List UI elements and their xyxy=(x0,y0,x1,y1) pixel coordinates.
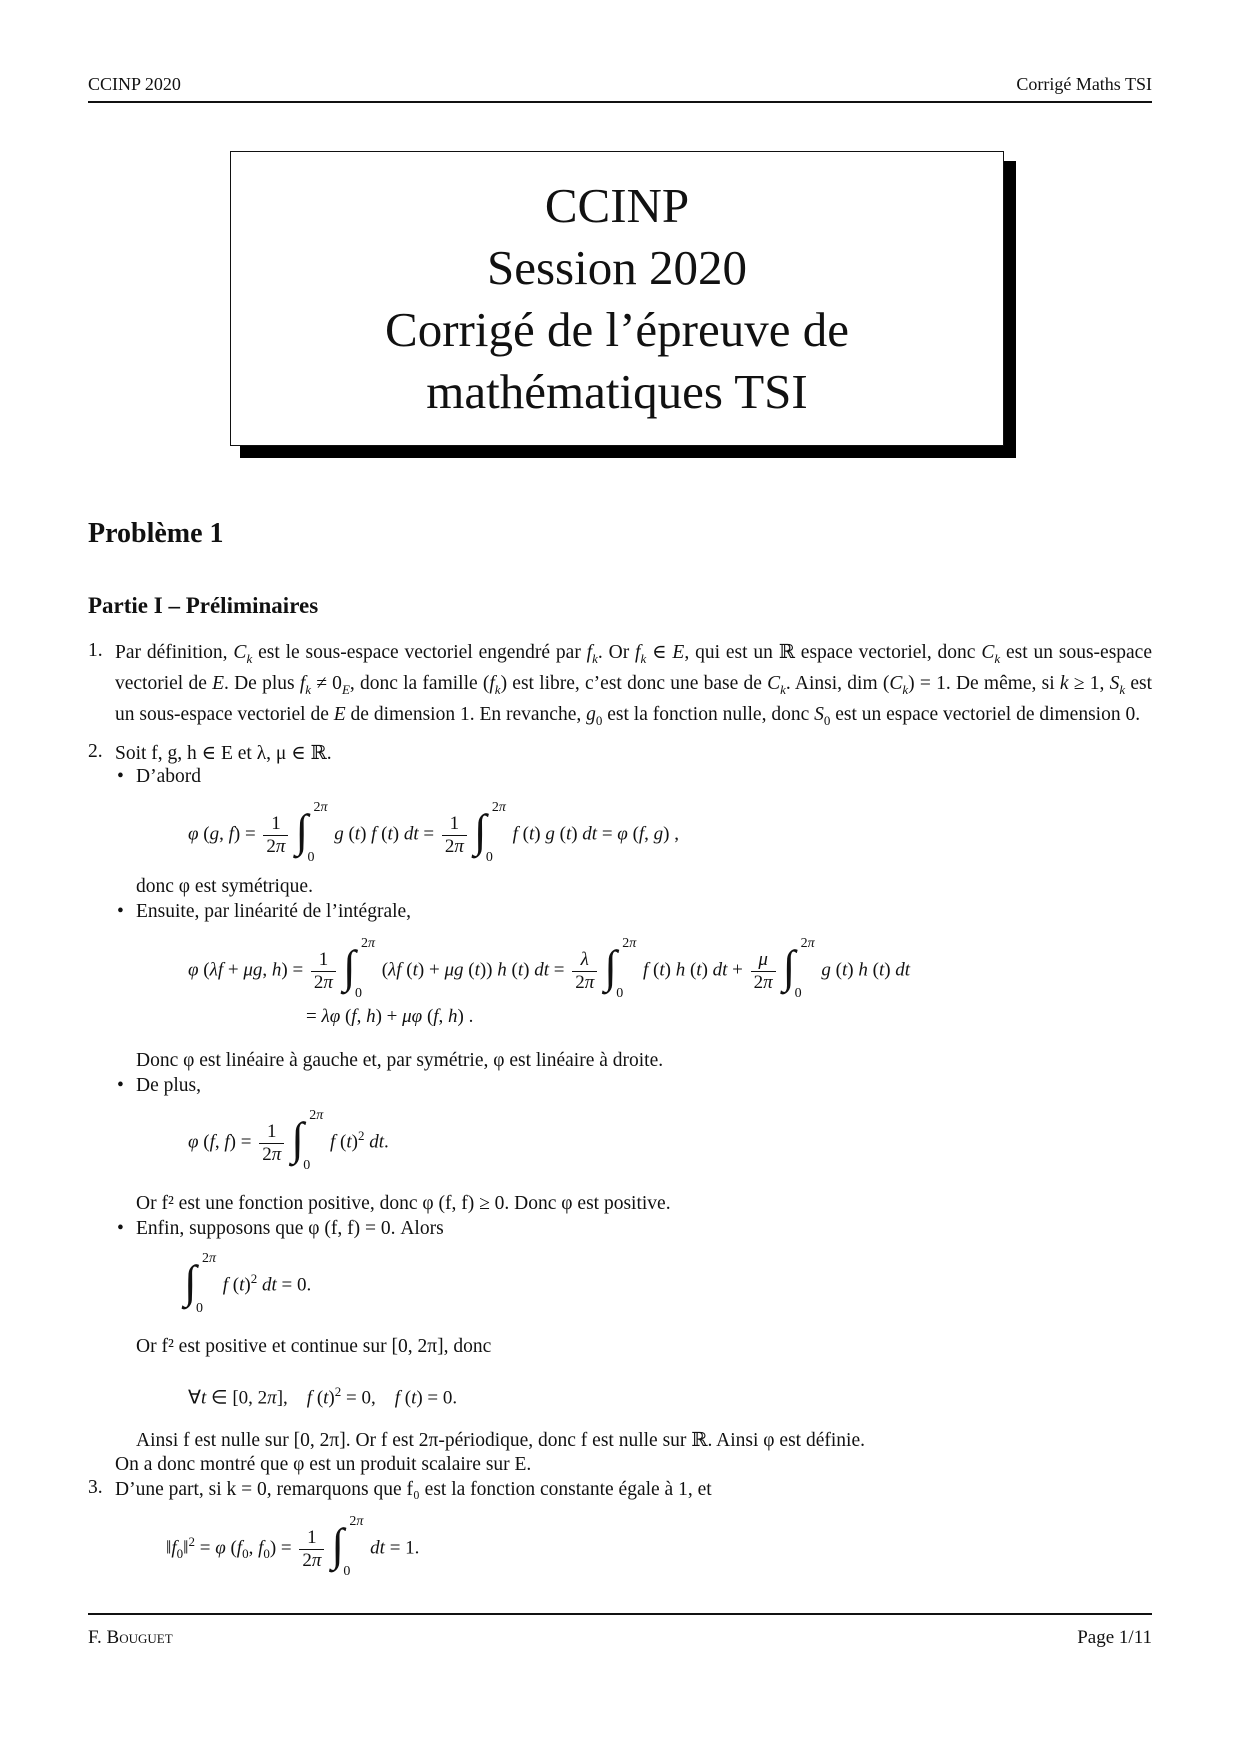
footer-rule xyxy=(88,1613,1152,1615)
item-1-text: Par définition, $C_k$ est le sous-espace vectoriel engendré par $f_k$. Or $f_k$ ∈ E, qui est un ℝ espace vectoriel, donc $C_k$ est un sous-espace vectoriel de E. De plus $f_k \ne 0_E$, donc la famille $(f_k)$ est libre, c’est donc une base de $C_k$. Ainsi, dim $(C_k) = 1$. De même, si k ≥ 1, $S_k$ est un sous-espace vectoriel de E de dimension 1. En revanche, $g_0$ est la fonction nulle, donc $S_0$ est un espace vectoriel de dimension 0. xyxy=(115,642,1152,728)
item-2-conclusion: On a donc montré que φ est un produit scalaire sur E. xyxy=(115,1454,532,1475)
footer-author: F. Bouguet xyxy=(88,1627,173,1648)
equation-linearity: φ (λf + μg, h) = $\frac{1}{2\pi}$ ∫ 2π 0 (λf (t) + μg (t)) h (t) dt = $\frac{\lambda}{2\pi}$ ∫ 2π 0 f (t) h (t) dt + $\frac{\mu}{2\pi}$ ∫ 2π 0 g (t) h (t) dt xyxy=(188,936,911,1001)
title-line-2: Session 2020 xyxy=(486,239,747,295)
item-2-number: 2. xyxy=(88,741,103,762)
header-rule xyxy=(88,101,1152,103)
equation-pointwise: ∀t ∈ [0, 2π], f $(t)^2 = 0$, f (t) = 0. xyxy=(188,1384,458,1409)
title-line-3: Corrigé de l’épreuve de xyxy=(385,301,849,357)
header-left: CCINP 2020 xyxy=(88,74,181,94)
bullet-4: • xyxy=(117,1218,124,1239)
title-line-4: mathématiques TSI xyxy=(426,363,808,419)
bullet-3: • xyxy=(117,1075,124,1096)
bullet-1-label: D’abord xyxy=(136,766,201,787)
item-2-intro: Soit f, g, h ∈ E et λ, μ ∈ ℝ. xyxy=(115,743,332,764)
equation-norm-f0: $‖f_0‖^2 = \varphi$ ($f_0$, $f_0$) = $\frac{1}{2\pi}$ ∫ 2π 0 dt = 1. xyxy=(166,1514,420,1579)
bullet-4-after: Ainsi f est nulle sur [0, 2π]. Or f est 2π-périodique, donc f est nulle sur ℝ. Ainsi φ est définie. xyxy=(136,1430,865,1451)
title-box xyxy=(230,151,1004,446)
footer-page: Page 1/11 xyxy=(1077,1627,1152,1648)
equation-symmetry: φ (g, f) = $\frac{1}{2\pi}$ ∫ 2π 0 g (t) f (t) dt = $\frac{1}{2\pi}$ ∫ 2π 0 f (t) g (t) dt = φ (f, g) , xyxy=(188,800,679,865)
header-right: Corrigé Maths TSI xyxy=(1016,74,1152,94)
bullet-2-label: Ensuite, par linéarité de l’intégrale, xyxy=(136,901,412,922)
bullet-4-mid: Or f² est positive et continue sur [0, 2π], donc xyxy=(136,1336,492,1357)
bullet-1: • xyxy=(117,766,124,787)
bullet-3-after: Or f² est une fonction positive, donc φ (f, f) ≥ 0. Donc φ est positive. xyxy=(136,1193,671,1214)
item-3-intro: D’une part, si k = 0, remarquons que f₀ est la fonction constante égale à 1, et xyxy=(115,1479,712,1500)
bullet-2: • xyxy=(117,901,124,922)
bullet-1-after: donc φ est symétrique. xyxy=(136,876,313,897)
bullet-4-label: Enfin, supposons que φ (f, f) = 0. Alors xyxy=(136,1218,444,1239)
bullet-2-after: Donc φ est linéaire à gauche et, par symétrie, φ est linéaire à droite. xyxy=(136,1050,664,1071)
equation-linearity-line2: = λφ (f, h) + μφ (f, h) . xyxy=(306,1006,474,1027)
item-1-number: 1. xyxy=(88,640,103,661)
problem-title: Problème 1 xyxy=(88,518,224,549)
equation-zero-integral: ∫ 2π 0 f $(t)^2$ dt = 0. xyxy=(184,1251,312,1316)
equation-positive: φ (f, f) = $\frac{1}{2\pi}$ ∫ 2π 0 f $(t)^2$ dt. xyxy=(188,1108,389,1173)
item-3-number: 3. xyxy=(88,1477,103,1498)
part-title: Partie I – Préliminaires xyxy=(88,593,319,618)
title-line-1: CCINP xyxy=(544,177,690,233)
bullet-3-label: De plus, xyxy=(136,1075,201,1096)
